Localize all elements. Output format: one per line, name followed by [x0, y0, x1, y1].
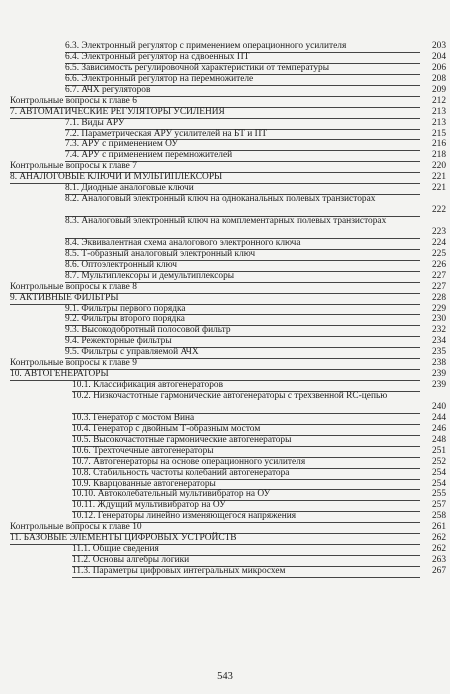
toc-entry: [0, 41, 450, 52]
toc-entry-title: 9.2. Фильтры второго порядка: [65, 314, 185, 325]
toc-entry-title: 7.2. Параметрическая АРУ усилителей на БТ и ПТ: [65, 128, 268, 139]
toc-entry-title: 8.7. Мультиплексоры и демультиплексоры: [65, 270, 235, 281]
toc-entry-title: 6.3. Электронный регулятор с применением операционного усилителя: [65, 41, 347, 51]
toc-entry: [0, 424, 450, 435]
toc-entry-title: 6.6. Электронный регулятор на перемножителе: [65, 73, 254, 84]
toc-entry-title: 6.4. Электронный регулятор на сдвоенных ПТ: [65, 51, 250, 62]
toc-entry-page: 232: [431, 325, 446, 336]
toc-entry: [0, 479, 450, 490]
toc-entry-title: 8.3. Аналоговый электронный ключ на комплементарных полевых транзисторах: [65, 216, 387, 227]
toc-entry-title: 11. БАЗОВЫЕ ЭЛЕМЕНТЫ ЦИФРОВЫХ УСТРОЙСТВ: [10, 533, 237, 544]
toc-entry-page: 240: [431, 401, 446, 412]
toc-entry-title: Контрольные вопросы к главе 7: [10, 161, 137, 172]
toc-entry: [0, 413, 450, 424]
toc-entry: [0, 150, 450, 161]
toc-entry-title: 10.7. Автогенераторы на основе операционного усилителя: [72, 456, 306, 467]
toc-entry: [0, 457, 450, 468]
toc-entry: [0, 511, 450, 522]
toc-entry-page: 228: [431, 292, 446, 303]
toc-entry-title: 10. АВТОГЕНЕРАТОРЫ: [10, 369, 109, 380]
toc-entry-title: 8.1. Диодные аналоговые ключи: [65, 183, 194, 194]
toc-entry-page: 246: [431, 423, 446, 434]
toc-entry-page: 225: [431, 248, 446, 259]
toc-entry-title: 10.9. Кварцованные автогенераторы: [72, 478, 216, 489]
toc-entry: [0, 96, 450, 107]
toc-entry: [0, 369, 450, 380]
toc-entry: [0, 260, 450, 271]
toc-entry-title: 9.5. Фильтры с управляемой АЧХ: [65, 347, 199, 358]
toc-entry: [0, 336, 450, 347]
toc-entry-page: 257: [431, 500, 446, 511]
toc-entry: [0, 435, 450, 446]
toc-entry-page: 244: [431, 412, 446, 423]
toc-entry-title: 10.4. Генератор с двойным Т-образным мостом: [72, 423, 261, 434]
toc-entry: [0, 468, 450, 479]
toc-entry: [0, 282, 450, 293]
toc-entry-page: 239: [431, 369, 446, 380]
toc-entry-page: 262: [431, 533, 446, 544]
toc-entry-page: 208: [431, 73, 446, 84]
toc-entry-page: 235: [431, 347, 446, 358]
toc-entry-page: 238: [431, 358, 446, 369]
toc-entry: [0, 533, 450, 544]
toc-entry-page: 239: [431, 380, 446, 391]
toc-entry-page: 216: [431, 139, 446, 150]
toc-entry-title: 10.11. Ждущий мультивибратор на ОУ: [72, 500, 226, 511]
toc-entry-title: 9.1. Фильтры первого порядка: [65, 303, 186, 314]
toc-entry-title: 10.1. Классификация автогенераторов: [72, 380, 224, 391]
toc-entry-title: 8.5. Т-образный аналоговый электронный ключ: [65, 248, 256, 259]
toc-entry-page: 209: [431, 84, 446, 95]
toc-entry: [0, 172, 450, 183]
toc-entry: [0, 216, 450, 238]
toc-entry: [0, 183, 450, 194]
toc-entry-title: 6.7. АЧХ регуляторов: [65, 84, 151, 95]
toc-entry-title: 10.6. Трехточечные автогенераторы: [72, 445, 214, 456]
toc-entry-title: 11.3. Параметры цифровых интегральных микросхем: [72, 566, 286, 577]
toc-entry: [0, 74, 450, 85]
toc-entry-title: 9.4. Режекторные фильтры: [65, 336, 172, 347]
toc-entry: [0, 314, 450, 325]
toc-entry-page: 227: [431, 270, 446, 281]
toc-entry-line: [65, 216, 446, 239]
toc-entry-page: 221: [431, 183, 446, 194]
toc-entry-page: 248: [431, 434, 446, 445]
toc-entry-page: 203: [431, 41, 446, 51]
toc-entry-title: 10.12. Генераторы линейно изменяющегося напряжения: [72, 511, 297, 522]
toc-entry: [0, 391, 450, 413]
toc-entry-page: 221: [431, 172, 446, 183]
toc-entry-title: 9.3. Высокодобротный полосовой фильтр: [65, 325, 231, 336]
toc-entry-page: 223: [431, 226, 446, 237]
toc-entry-page: 258: [431, 511, 446, 522]
toc-entry-title: 10.2. Низкочастотные гармонические автогенераторы с трехзвенной RC-цепью: [72, 391, 388, 402]
page-number: 543: [217, 671, 233, 682]
toc-entry: [0, 544, 450, 555]
toc-entry: [0, 489, 450, 500]
toc-entry-page: 255: [431, 489, 446, 500]
toc-entry-title: Контрольные вопросы к главе 8: [10, 281, 137, 292]
toc-entry-title: 8.6. Оптоэлектронный ключ: [65, 259, 177, 270]
toc-entry-title: 7.3. АРУ с применением ОУ: [65, 139, 178, 150]
toc-entry-page: 267: [431, 566, 446, 577]
toc-entry-title: 7.1. Виды АРУ: [65, 117, 125, 128]
toc-entry-page: 204: [431, 51, 446, 62]
toc-entry-title: 6.5. Зависимость регулировочной характеристики от температуры: [65, 62, 330, 73]
toc-entry-title: 8.4. Эквивалентная схема аналогового электронного ключа: [65, 237, 301, 248]
toc-entry-page: 230: [431, 314, 446, 325]
toc-entry-page: 222: [431, 205, 446, 216]
toc-entry-title: Контрольные вопросы к главе 9: [10, 358, 137, 369]
toc-entry-page: 254: [431, 478, 446, 489]
toc-entry: [0, 107, 450, 118]
toc-entry-page: 213: [431, 106, 446, 117]
toc-entry-page: 252: [431, 456, 446, 467]
toc-entry: [0, 161, 450, 172]
toc-entry-title: 11.1. Общие сведения: [72, 544, 159, 555]
toc-entry-title: 9. АКТИВНЫЕ ФИЛЬТРЫ: [10, 292, 119, 303]
toc-entry-page: 229: [431, 303, 446, 314]
toc-entry: [0, 446, 450, 457]
toc-entry: [0, 85, 450, 96]
toc-entry-page: 215: [431, 128, 446, 139]
toc-entry-title: 7.4. АРУ с применением перемножителей: [65, 150, 233, 161]
toc-entry-page: 220: [431, 161, 446, 172]
toc-entry: [0, 271, 450, 282]
table-of-contents: [0, 41, 450, 577]
toc-entry: [0, 52, 450, 63]
toc-entry: [0, 293, 450, 304]
toc-entry-line: [72, 391, 446, 414]
toc-entry-page: 226: [431, 259, 446, 270]
toc-entry-page: 206: [431, 62, 446, 73]
toc-entry-page: 263: [431, 555, 446, 566]
toc-entry-title: 10.5. Высокочастотные гармонические автогенераторы: [72, 434, 292, 445]
toc-entry-title: 8. АНАЛОГОВЫЕ КЛЮЧИ И МУЛЬТИПЛЕКСОРЫ: [10, 172, 223, 183]
toc-entry: [0, 522, 450, 533]
toc-entry-page: 234: [431, 336, 446, 347]
toc-entry-line: [65, 194, 446, 217]
toc-entry: [0, 555, 450, 566]
toc-entry: [0, 304, 450, 315]
toc-entry: [0, 500, 450, 511]
toc-entry: [0, 238, 450, 249]
toc-entry-page: 212: [431, 95, 446, 106]
toc-entry-page: 218: [431, 150, 446, 161]
toc-entry: [0, 118, 450, 129]
toc-entry: [0, 347, 450, 358]
toc-entry-page: 254: [431, 467, 446, 478]
toc-entry-title: 7. АВТОМАТИЧЕСКИЕ РЕГУЛЯТОРЫ УСИЛЕНИЯ: [10, 106, 225, 117]
toc-entry-title: 11.2. Основы алгебры логики: [72, 555, 190, 566]
toc-entry-page: 251: [431, 445, 446, 456]
toc-entry: [0, 358, 450, 369]
toc-entry-line: [72, 566, 446, 578]
toc-entry: [0, 63, 450, 74]
toc-entry: [0, 129, 450, 140]
toc-entry: [0, 325, 450, 336]
toc-entry: [0, 249, 450, 260]
toc-entry: [0, 194, 450, 216]
toc-entry-page: 261: [431, 522, 446, 533]
toc-entry-page: 227: [431, 281, 446, 292]
toc-entry-title: 10.10. Автоколебательный мультивибратор на ОУ: [72, 489, 271, 500]
toc-entry-title: 8.2. Аналоговый электронный ключ на одноканальных полевых транзисторах: [65, 194, 376, 205]
toc-entry-page: 262: [431, 544, 446, 555]
toc-entry-title: 10.3. Генератор с мостом Вина: [72, 412, 195, 423]
toc-entry-title: Контрольные вопросы к главе 6: [10, 95, 137, 106]
toc-entry-page: 224: [431, 237, 446, 248]
toc-entry: [0, 139, 450, 150]
toc-entry-title: 10.8. Стабильность частоты колебаний автогенератора: [72, 467, 290, 478]
toc-entry: [0, 380, 450, 391]
toc-entry-page: 213: [431, 117, 446, 128]
toc-entry: [0, 566, 450, 577]
toc-entry-title: Контрольные вопросы к главе 10: [10, 522, 142, 533]
